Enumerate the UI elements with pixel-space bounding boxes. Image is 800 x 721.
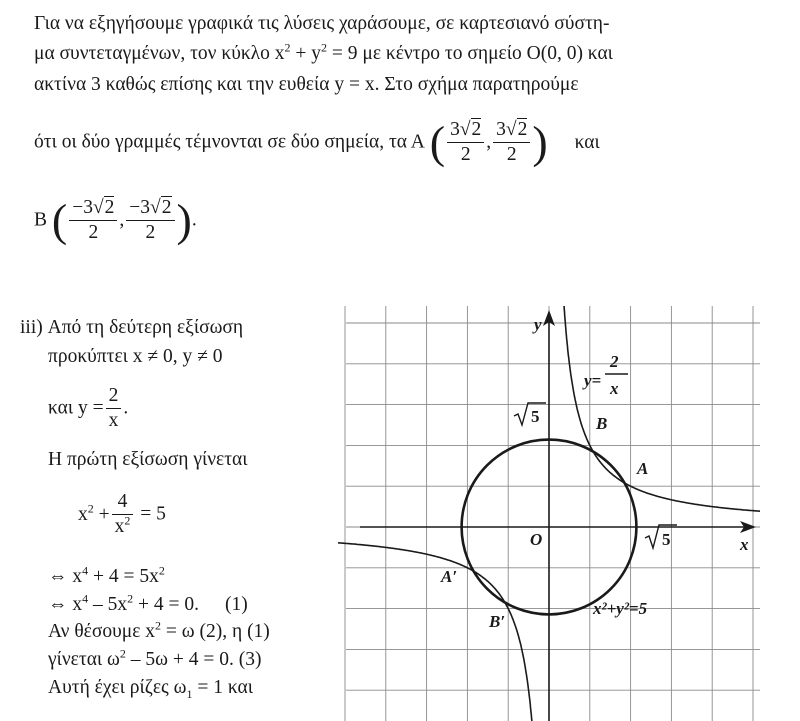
point-b-label: B (596, 414, 608, 433)
solution-line-9: γίνεται $\omega^2 - 5\omega + 4 = 0$. (3) (48, 646, 262, 670)
sqrt5-top-label (514, 403, 546, 426)
text-line-1: Για να εξηγήσουμε γραφικά τις λύσεις χαράσουμε, σε καρτεσιανό σύστη- (34, 13, 610, 34)
solution-line-8: Αν θέσουμε $x^2 = \omega$ (2), η (1) (48, 618, 270, 642)
circle-label: x²+y²=5 (593, 599, 648, 618)
grid (345, 306, 760, 721)
solution-line-7: ⇔ $x^4 - 5x^2 + 4 = 0$. (1) (48, 591, 248, 615)
hyperbola-label (582, 352, 628, 398)
svg-text:5: 5 (662, 530, 671, 549)
origin-label: O (530, 530, 543, 549)
svg-text:5: 5 (531, 407, 540, 426)
text-line-2: μα συντεταγμένων, τον κύκλο $x^2 + y^2 = 9$ με κέντρο το σημείο Ο(0, 0) και (34, 40, 613, 64)
point-b-x-fraction: $\frac{-3√2}{2}$ (69, 196, 117, 245)
text-line-3: ακτίνα 3 καθώς επίσης και την ευθεία y = x. Στο σχήμα παρατηρούμε (34, 74, 579, 95)
x-axis-label: x (740, 535, 749, 554)
point-a-y-fraction: $\frac{3√2}{2}$ (493, 118, 530, 167)
solution-line-6: ⇔ $x^4 + 4 = 5x^2$ (48, 563, 165, 587)
point-b-y-fraction: $\frac{-3√2}{2}$ (126, 196, 174, 245)
solution-line-3: και y = $\frac{2}{x}$ . (48, 385, 129, 431)
point-b-prime-label: B′ (489, 612, 506, 631)
text-line-5: Β ( $\frac{-3√2}{2}$ , $\frac{-3√2}{2}$ ). (34, 194, 197, 246)
hyperbola-branch-right (564, 306, 760, 511)
solution-line-2: προκύπτει x ≠ 0, y ≠ 0 (48, 346, 223, 367)
sqrt5-right-label (645, 525, 677, 549)
hyperbola-branch-left (338, 543, 534, 721)
y-axis-label: y (534, 315, 542, 334)
point-a-x-fraction: $\frac{3√2}{2}$ (447, 118, 484, 167)
point-a-label: A (637, 459, 649, 478)
text-line-4: ότι οι δύο γραμμές τέμνονται σε δύο σημεία, τα Α ( $\frac{3√2}{2}$ , $\frac{3√2}{2}$ ) και (34, 116, 600, 168)
svg-text:y=: y= (584, 371, 602, 390)
svg-text:2: 2 (610, 352, 619, 371)
solution-line-4: Η πρώτη εξίσωση γίνεται (48, 449, 248, 470)
solution-line-1: iii) Από τη δεύτερη εξίσωση (20, 317, 244, 338)
point-a-prime-label: A′ (441, 567, 458, 586)
solution-line-5: $x^2$ + $\frac{4}{x^2}$ = 5 (78, 491, 166, 537)
svg-text:x: x (610, 379, 619, 398)
solution-line-10: Αυτή έχει ρίζες $\omega_1 = 1$ και (48, 677, 253, 701)
